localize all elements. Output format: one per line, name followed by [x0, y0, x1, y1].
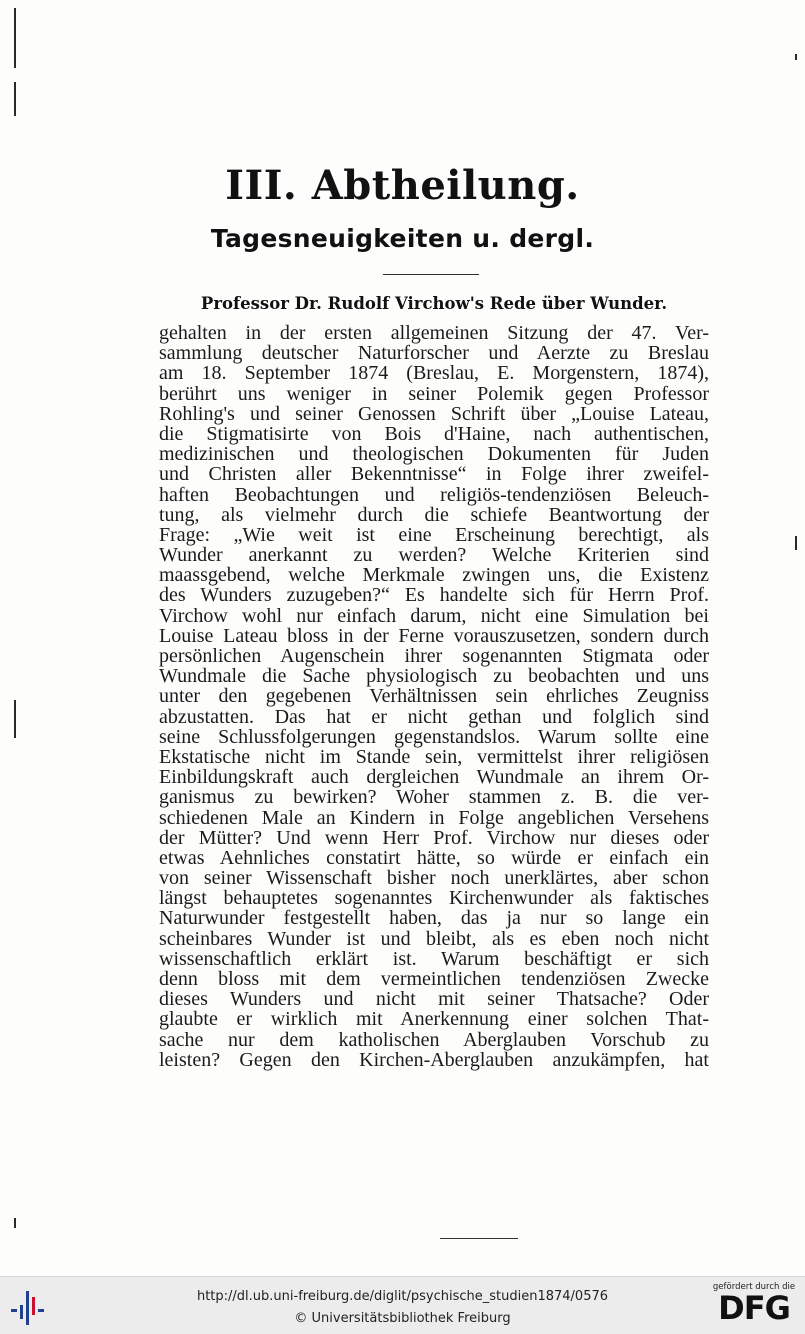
- left-margin-mark: [14, 82, 16, 116]
- text-line: Ekstatische nicht im Stande sein, vermittelst ihrer religiösen: [159, 745, 709, 768]
- text-line: unter den gegebenen Verhältnissen sein ehrliches Zeugniss: [159, 685, 709, 708]
- sponsor-label: gefördert durch die: [712, 1282, 796, 1292]
- text-line: persönlichen Augenschein ihrer sogenannten Stigmata oder: [159, 645, 709, 667]
- text-line: abzustatten. Das hat er nicht gethan und folglich sind: [159, 705, 709, 728]
- text-line: Wunder anerkannt zu werden? Welche Kriterien sind: [159, 544, 709, 567]
- text-line: medizinischen und theologischen Dokumenten für Juden: [159, 443, 709, 466]
- left-margin-mark: [14, 8, 16, 68]
- text-line: Louise Lateau bloss in der Ferne vorauszusetzen, sondern durch: [159, 624, 709, 647]
- text-line: scheinbares Wunder ist und bleibt, als es eben noch nicht: [159, 927, 709, 950]
- text-line: glaubte er wirklich mit Anerkennung einer solchen That-: [159, 1008, 709, 1031]
- section-subtitle: Tagesneuigkeiten u. dergl.: [210, 224, 595, 253]
- text-line: denn bloss mit dem vermeintlichen tendenziösen Zwecke: [159, 968, 709, 990]
- right-margin-mark: [795, 54, 797, 60]
- text-line: Einbildungskraft auch dergleichen Wundmale an ihrem Or-: [159, 766, 709, 789]
- text-line: sache nur dem katholischen Aberglauben Vorschub zu: [159, 1028, 709, 1051]
- text-line: leisten? Gegen den Kirchen-Aberglauben anzukämpfen, hat: [159, 1048, 709, 1071]
- text-line: am 18. September 1874 (Breslau, E. Morgenstern, 1874),: [159, 362, 709, 385]
- text-line: sammlung deutscher Naturforscher und Aerzte zu Breslau: [159, 342, 709, 365]
- document-url-link[interactable]: http://dl.ub.uni-freiburg.de/diglit/psychische_studien1874/0576: [196, 1289, 609, 1304]
- text-line: seine Schlussfolgerungen gegenstandslos. Warum sollte eine: [159, 725, 709, 748]
- article-title: Professor Dr. Rudolf Virchow's Rede über Wunder.: [200, 294, 668, 313]
- text-line: des Wunders zuzugeben?“ Es handelte sich für Herrn Prof.: [159, 584, 709, 607]
- text-line: dieses Wunders und nicht mit seiner Thatsache? Oder: [159, 988, 709, 1011]
- section-title: III. Abtheilung.: [225, 162, 580, 209]
- right-margin-mark: [795, 536, 797, 550]
- text-line: haften Beobachtungen und religiös-tendenziösen Beleuch-: [159, 483, 709, 506]
- page-end-divider: [440, 1238, 518, 1239]
- text-line: etwas Aehnliches constatirt hätte, so würde er einfach ein: [159, 846, 709, 869]
- dfg-logo[interactable]: DFG: [718, 1289, 790, 1327]
- text-line: ganismus zu bewirken? Woher stammen z. B. die ver-: [159, 786, 709, 809]
- article-body: [159, 323, 709, 1070]
- text-line: Naturwunder festgestellt haben, das ja nur so lange ein: [159, 907, 709, 930]
- left-margin-mark: [14, 700, 16, 738]
- left-margin-mark: [14, 1218, 16, 1228]
- text-line: Wundmale die Sache physiologisch zu beobachten und uns: [159, 665, 709, 688]
- text-line: und Christen aller Bekenntnisse“ in Folge ihrer zweifel-: [159, 463, 709, 486]
- text-line: Frage: „Wie weit ist eine Erscheinung berechtigt, als: [159, 523, 709, 546]
- text-line: Rohling's und seiner Genossen Schrift über „Louise Lateau,: [159, 402, 709, 425]
- copyright-notice: © Universitätsbibliothek Freiburg: [294, 1311, 511, 1326]
- text-line: gehalten in der ersten allgemeinen Sitzung der 47. Ver-: [159, 322, 709, 344]
- text-line: schiedenen Male an Kindern in Folge angeblichen Versehens: [159, 806, 709, 829]
- text-line: die Stigmatisirte von Bois d'Haine, nach authentischen,: [159, 422, 709, 445]
- text-line: der Mütter? Und wenn Herr Prof. Virchow nur dieses oder: [159, 826, 709, 849]
- text-line: längst behauptetes sogenanntes Kirchenwunder als faktisches: [159, 887, 709, 910]
- text-line: berührt uns weniger in seiner Polemik gegen Professor: [159, 382, 709, 405]
- text-line: maassgebend, welche Merkmale zwingen uns, die Existenz: [159, 564, 709, 587]
- text-line: tung, als vielmehr durch die schiefe Beantwortung der: [159, 503, 709, 526]
- title-divider: [383, 274, 479, 275]
- text-line: wissenschaftlich erklärt ist. Warum beschäftigt er sich: [159, 947, 709, 970]
- text-line: Virchow wohl nur einfach darum, nicht eine Simulation bei: [159, 604, 709, 627]
- text-line: von seiner Wissenschaft bisher noch unerklärtes, aber schon: [159, 867, 709, 890]
